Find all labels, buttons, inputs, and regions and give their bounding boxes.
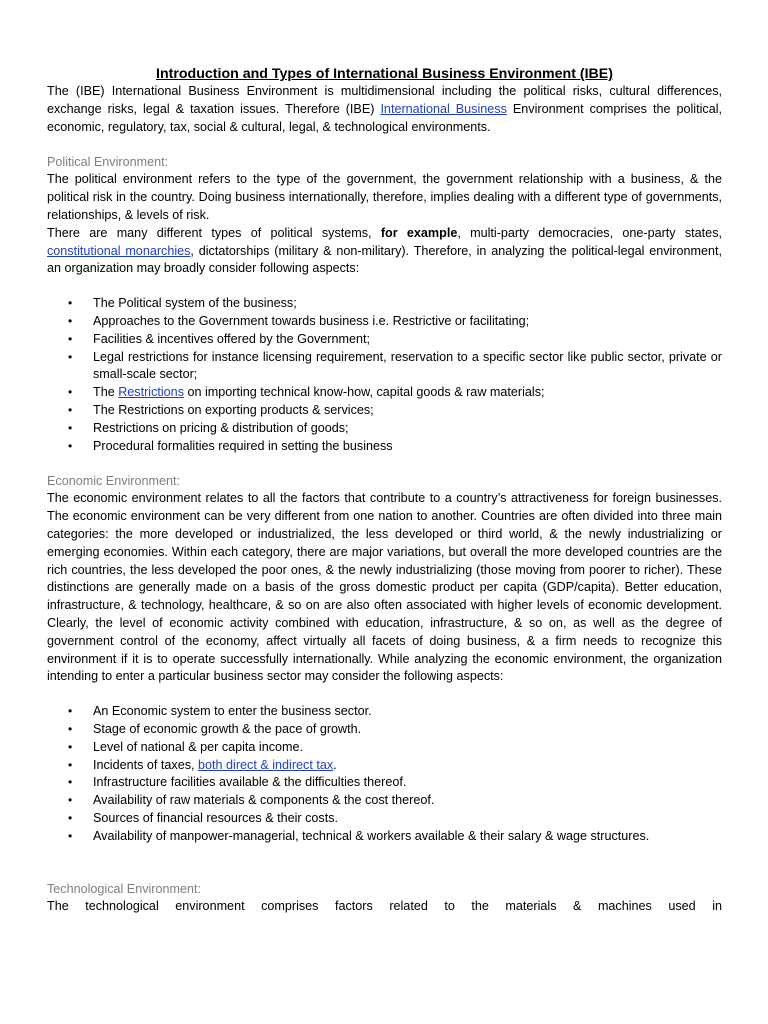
list-item: • The Political system of the business; [47,295,722,313]
political-p2-text-b: , multi-party democracies, one-party states, [457,225,722,240]
constitutional-monarchies-link[interactable]: constitutional monarchies [47,243,191,258]
political-p2-text-a: There are many different types of political systems, [47,225,381,240]
list-item: • Stage of economic growth & the pace of growth. [47,721,722,739]
political-p2-text-c: , dictatorships (military & non-military). Therefore, in analyzing the political-legal environment, an organization may broadly consider following aspects: [47,243,722,276]
list-item: • Restrictions on pricing & distribution of goods; [47,420,722,438]
political-heading: Political Environment: [47,155,169,170]
item-text-b: . [333,757,337,772]
list-item: • Sources of financial resources & their costs. [47,810,722,828]
list-item: • Level of national & per capita income. [47,739,722,757]
direct-indirect-tax-link[interactable]: both direct & indirect tax [198,757,334,772]
item-text-a: The [93,385,119,400]
intro-text-after: Environment comprises the political, economic, regulatory, tax, social & cultural, legal, & technological environments. [47,101,722,134]
political-p2-bold: for example [380,225,458,240]
list-item: • An Economic system to enter the business sector. [47,703,722,721]
technological-heading: Technological Environment: [47,882,202,897]
list-item: • Infrastructure facilities available & the difficulties thereof. [47,774,722,792]
intro-text-before: The (IBE) International Business Environment is multidimensional including the political risks, cultural differences, exchange risks, legal & taxation issues. Therefore (IBE) [47,84,722,116]
list-item [47,384,722,402]
item-text-b: on importing technical know-how, capital goods & raw materials; [184,385,545,400]
political-paragraph-1: The political environment refers to the type of the government, the government relationship with a business, & the political risk in the country. Doing business internationally, therefore, implies dealing with a different type of governments, relationships, & levels of risk. [47,172,722,222]
economic-aspects-list [47,703,722,845]
list-item: • Legal restrictions for instance licensing requirement, reservation to a specific sector like public sector, private or small-scale sector; [47,349,722,385]
list-item: • The Restrictions on exporting products & services; [47,402,722,420]
list-item: • Availability of raw materials & components & the cost thereof. [47,792,722,810]
list-item [47,757,722,775]
intro-paragraph [47,83,722,136]
list-item: • Availability of manpower-managerial, technical & workers available & their salary & wage structures. [47,828,722,846]
political-aspects-list [47,295,722,455]
restrictions-link[interactable]: Restrictions [118,385,184,400]
international-business-link[interactable]: International Business [380,101,507,116]
list-item: • Approaches to the Government towards business i.e. Restrictive or facilitating; [47,313,722,331]
list-item: • Procedural formalities required in setting the business [47,438,722,456]
item-text-a: Incidents of taxes, [93,757,199,772]
list-item: • Facilities & incentives offered by the Government; [47,331,722,349]
economic-paragraph: The economic environment relates to all the factors that contribute to a country’s attractiveness for foreign businesses. The economic environment can be very different from one nation to another. Countries are often divided into three main categories: the more developed or industrialized, the less developed or third world, & the newly industrializing or emerging economies. Within each category, there are major variations, but overall the more developed countries are the rich countries, the less developed the poor ones, & the newly industrializing (those moving from poorer to richer). These distinctions are generally made on a basis of the gross domestic product per capita (GDP/capita). Better education, infrastructure, & technology, healthcare, & so on are also often associated with higher levels of economic development. Clearly, the level of economic activity combined with education, infrastructure, & so on, as well as the degree of government control of the economy, affect virtually all facets of doing business, & a firm needs to recognize this environment if it is to operate successfully internationally. While analyzing the economic environment, the organization intending to enter a particular business sector may consider the following aspects: [47,491,722,684]
political-paragraph-2 [47,225,722,278]
technological-paragraph: The technological environment comprises factors related to the materials & machines used in [47,899,722,914]
economic-heading: Economic Environment: [47,474,180,489]
page-title: Introduction and Types of International Business Environment (IBE) [156,66,613,82]
